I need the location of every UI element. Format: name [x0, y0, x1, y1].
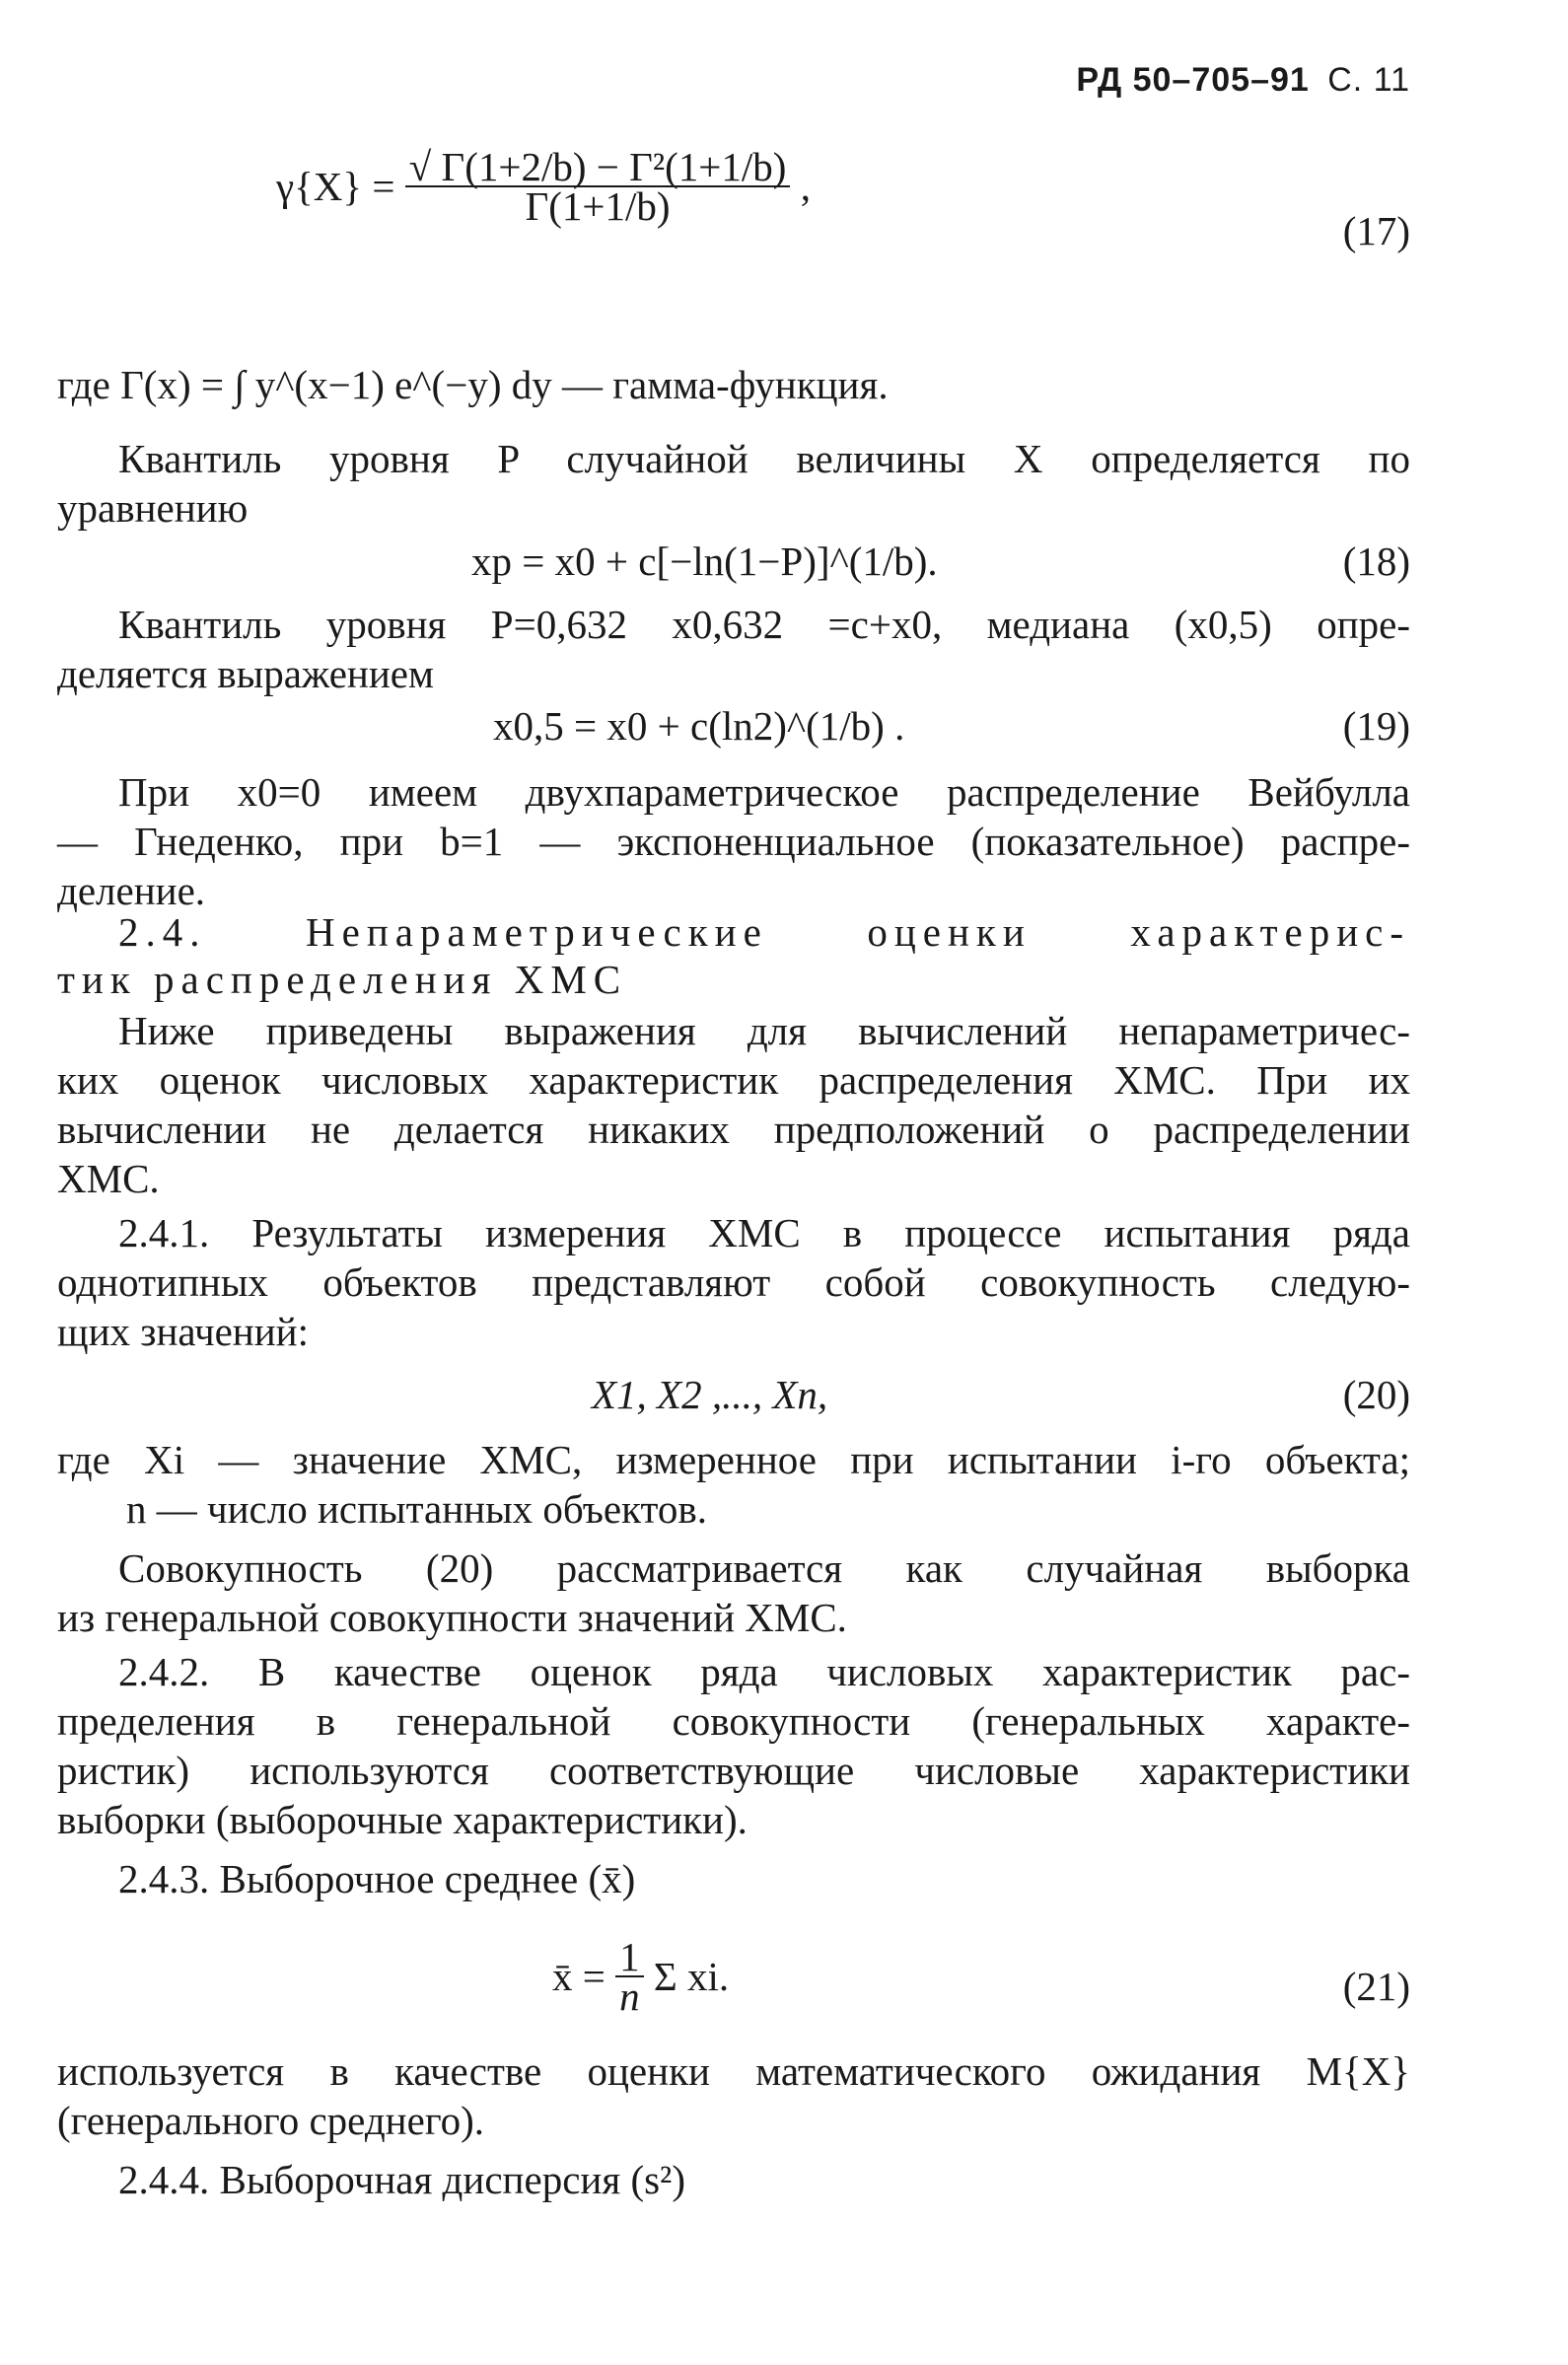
formula-20: X1, X2 ,..., Xn,: [592, 1372, 828, 1417]
formula-17: γ{X} = $\frac{\text{√ Γ(1+2/b) − Γ²(1+1/b)}}{\Gamma(1+1/b)}$ ,: [276, 144, 811, 229]
formula-17-lhs: γ{X} =: [276, 164, 395, 209]
paragraph-2-4-3: 2.4.3. Выборочное среднее (x̄): [118, 1856, 636, 1901]
formula-18: xp = x0 + c[−ln(1−P)]^(1/b).: [471, 538, 938, 584]
paragraph-mean-line2: (генерального среднего).: [57, 2098, 485, 2143]
paragraph-2-4-1-line2: однотипных объектов представляют собой совокупность следую-: [57, 1259, 1410, 1305]
formula-21-fraction: $\frac{1}{n}$: [615, 1938, 644, 2015]
paragraph-sample-line1: Совокупность (20) рассматривается как случайная выборка: [118, 1545, 1410, 1591]
paragraph-where-line2: n — число испытанных объектов.: [126, 1486, 707, 1532]
paragraph-2-4-2-line1: 2.4.2. В качестве оценок ряда числовых характеристик рас-: [118, 1649, 1410, 1694]
doc-id: РД 50–705–91: [1076, 61, 1310, 99]
formula-21: [552, 1934, 730, 2019]
paragraph-median-line1: Квантиль уровня P=0,632 x0,632 =c+x0, медиана (x0,5) опре-: [118, 602, 1410, 647]
formula-21-rhs: Σ xi.: [653, 1954, 730, 1999]
paragraph-weibull-line2: — Гнеденко, при b=1 — экспоненциальное (показательное) распре-: [57, 819, 1410, 864]
paragraph-where-line1: где Xi — значение ХМС, измеренное при испытании i-го объекта;: [57, 1437, 1410, 1482]
formula-17-denominator: Γ(1+1/b): [525, 183, 671, 229]
paragraph-sample-line2: из генеральной совокупности значений ХМС.: [57, 1595, 847, 1640]
paragraph-quantile-line1: Квантиль уровня P случайной величины X определяется по: [118, 436, 1410, 481]
paragraph-weibull-line1: При x0=0 имеем двухпараметрическое распределение Вейбулла: [118, 769, 1410, 815]
paragraph-2-4-2-line3: ристик) используются соответствующие числовые характеристики: [57, 1748, 1410, 1793]
paragraph-2-4-1-line1: 2.4.1. Результаты измерения ХМС в процессе испытания ряда: [118, 1210, 1410, 1255]
section-heading-2-4-line1: 2.4. Непараметрические оценки характерис-: [118, 909, 1410, 955]
equation-number-18: (18): [1342, 538, 1410, 584]
paragraph-nonparam-line2: ких оценок числовых характеристик распределения ХМС. При их: [57, 1057, 1410, 1103]
paragraph-2-4-1-line3: щих значений:: [57, 1309, 309, 1354]
paragraph-quantile-line2: уравнению: [57, 485, 249, 531]
gamma-definition: где Γ(x) = ∫ y^(x−1) e^(−y) dy — гамма-функция.: [57, 362, 889, 407]
formula-17-fraction: [405, 144, 791, 229]
paragraph-median-line2: деляется выражением: [57, 651, 434, 696]
equation-number-20: (20): [1342, 1372, 1410, 1417]
paragraph-mean-line1: используется в качестве оценки математического ожидания M{X}: [57, 2048, 1410, 2094]
section-heading-2-4-line2: тик распределения ХМС: [57, 957, 628, 1002]
paragraph-nonparam-line4: ХМС.: [57, 1156, 160, 1201]
formula-17-numerator: √ Γ(1+2/b) − Γ²(1+1/b): [405, 148, 791, 187]
paragraph-2-4-2-line2: пределения в генеральной совокупности (генеральных характе-: [57, 1698, 1410, 1744]
paragraph-nonparam-line3: вычислении не делается никаких предположений о распределении: [57, 1107, 1410, 1152]
page-header: [1076, 61, 1410, 100]
formula-19: x0,5 = x0 + c(ln2)^(1/b) .: [493, 703, 905, 749]
equation-number-21: (21): [1342, 1964, 1410, 2009]
paragraph-nonparam-line1: Ниже приведены выражения для вычислений непараметричес-: [118, 1008, 1410, 1053]
page-number: С. 11: [1327, 61, 1410, 99]
paragraph-2-4-2-line4: выборки (выборочные характеристики).: [57, 1797, 748, 1842]
equation-number-19: (19): [1342, 703, 1410, 749]
equation-number-17: (17): [1342, 208, 1410, 253]
paragraph-2-4-4: 2.4.4. Выборочная дисперсия (s²): [118, 2157, 686, 2202]
paragraph-weibull-line3: деление.: [57, 868, 206, 913]
formula-21-lhs: x̄ =: [552, 1954, 606, 1999]
